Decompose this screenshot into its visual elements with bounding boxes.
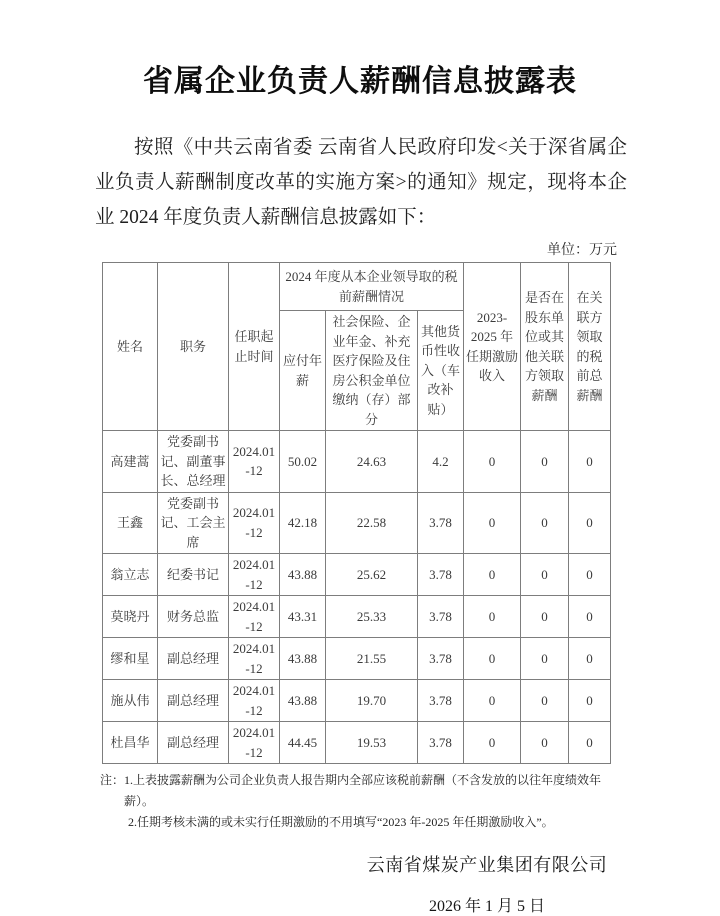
cell-social-insurance: 22.58: [326, 492, 418, 554]
header-salary-group: 2024 年度从本企业领导取的税前薪酬情况: [280, 263, 464, 311]
signature-block: [95, 851, 617, 916]
cell-term-incentive: 0: [464, 431, 521, 493]
note-label: 注：: [100, 773, 125, 787]
cell-term: 2024.01-12: [229, 680, 280, 722]
cell-position: 副总经理: [158, 722, 229, 764]
cell-term-incentive: 0: [464, 596, 521, 638]
table-row: [103, 492, 611, 554]
cell-social-insurance: 21.55: [326, 638, 418, 680]
salary-table: [102, 262, 611, 764]
cell-term: 2024.01-12: [229, 554, 280, 596]
table-row: [103, 596, 611, 638]
cell-name: 施从伟: [103, 680, 158, 722]
cell-annual-salary: 43.88: [280, 638, 326, 680]
cell-other-income: 4.2: [418, 431, 464, 493]
cell-social-insurance: 19.70: [326, 680, 418, 722]
cell-position: 副总经理: [158, 638, 229, 680]
header-other-income: 其他货币性收入（车改补贴）: [418, 311, 464, 431]
cell-annual-salary: 42.18: [280, 492, 326, 554]
cell-term: 2024.01-12: [229, 596, 280, 638]
cell-related-party-pay: 0: [569, 638, 611, 680]
cell-social-insurance: 25.62: [326, 554, 418, 596]
cell-position: 党委副书记、副董事长、总经理: [158, 431, 229, 493]
table-row: [103, 554, 611, 596]
cell-name: 翁立志: [103, 554, 158, 596]
cell-annual-salary: 50.02: [280, 431, 326, 493]
cell-other-income: 3.78: [418, 596, 464, 638]
cell-position: 副总经理: [158, 680, 229, 722]
header-shareholder-pay: 是否在股东单位或其他关联方领取薪酬: [521, 263, 569, 431]
cell-shareholder-pay: 0: [521, 680, 569, 722]
cell-social-insurance: 25.33: [326, 596, 418, 638]
header-related-party-pay: 在关联方领取的税前总薪酬: [569, 263, 611, 431]
cell-related-party-pay: 0: [569, 596, 611, 638]
cell-term-incentive: 0: [464, 722, 521, 764]
cell-annual-salary: 43.88: [280, 554, 326, 596]
cell-term-incentive: 0: [464, 680, 521, 722]
cell-term: 2024.01-12: [229, 638, 280, 680]
disclosure-date: 2026 年 1 月 5 日: [428, 898, 545, 915]
cell-annual-salary: 43.31: [280, 596, 326, 638]
cell-term-incentive: 0: [464, 492, 521, 554]
cell-other-income: 3.78: [418, 554, 464, 596]
cell-other-income: 3.78: [418, 680, 464, 722]
cell-name: 莫晓丹: [103, 596, 158, 638]
cell-term-incentive: 0: [464, 638, 521, 680]
cell-term: 2024.01-12: [229, 492, 280, 554]
header-term-incentive: 2023-2025 年任期激励收入: [464, 263, 521, 431]
cell-related-party-pay: 0: [569, 431, 611, 493]
cell-name: 高建蒿: [103, 431, 158, 493]
cell-annual-salary: 44.45: [280, 722, 326, 764]
cell-shareholder-pay: 0: [521, 722, 569, 764]
cell-annual-salary: 43.88: [280, 680, 326, 722]
header-social-insurance: 社会保险、企业年金、补充医疗保险及住房公积金单位缴纳（存）部分: [326, 311, 418, 431]
cell-social-insurance: 19.53: [326, 722, 418, 764]
cell-related-party-pay: 0: [569, 554, 611, 596]
cell-position: 财务总监: [158, 596, 229, 638]
table-row: [103, 722, 611, 764]
note-line-2: 2.任期考核未满的或未实行任期激励的不用填写“2023 年-2025 年任期激励收入”。: [128, 815, 554, 829]
company-name: 云南省煤炭产业集团有限公司: [366, 855, 608, 875]
header-position: 职务: [158, 263, 229, 431]
cell-shareholder-pay: 0: [521, 596, 569, 638]
cell-term: 2024.01-12: [229, 431, 280, 493]
cell-other-income: 3.78: [418, 722, 464, 764]
header-term: 任职起止时间: [229, 263, 280, 431]
header-name: 姓名: [103, 263, 158, 431]
cell-other-income: 3.78: [418, 492, 464, 554]
cell-shareholder-pay: 0: [521, 431, 569, 493]
cell-other-income: 3.78: [418, 638, 464, 680]
cell-shareholder-pay: 0: [521, 638, 569, 680]
cell-social-insurance: 24.63: [326, 431, 418, 493]
cell-name: 杜昌华: [103, 722, 158, 764]
cell-shareholder-pay: 0: [521, 492, 569, 554]
cell-related-party-pay: 0: [569, 680, 611, 722]
cell-name: 王鑫: [103, 492, 158, 554]
cell-name: 缪和星: [103, 638, 158, 680]
cell-shareholder-pay: 0: [521, 554, 569, 596]
cell-related-party-pay: 0: [569, 492, 611, 554]
cell-position: 党委副书记、工会主席: [158, 492, 229, 554]
cell-term: 2024.01-12: [229, 722, 280, 764]
unit-label: 单位：万元: [547, 243, 617, 258]
table-row: [103, 431, 611, 493]
table-row: [103, 680, 611, 722]
table-row: [103, 638, 611, 680]
page-title: 省属企业负责人薪酬信息披露表: [143, 65, 577, 98]
footnotes: [100, 770, 628, 833]
header-annual-salary: 应付年薪: [280, 311, 326, 431]
cell-term-incentive: 0: [464, 554, 521, 596]
cell-position: 纪委书记: [158, 554, 229, 596]
intro-paragraph: 按照《中共云南省委 云南省人民政府印发<关于深省属企业负责人薪酬制度改革的实施方案>的通知》规定，现将本企业 2024 年度负责人薪酬信息披露如下：: [95, 137, 627, 228]
cell-related-party-pay: 0: [569, 722, 611, 764]
note-line-1: 1.上表披露薪酬为公司企业负责人报告期内全部应该税前薪酬（不含发放的以往年度绩效年薪）。: [124, 773, 602, 808]
